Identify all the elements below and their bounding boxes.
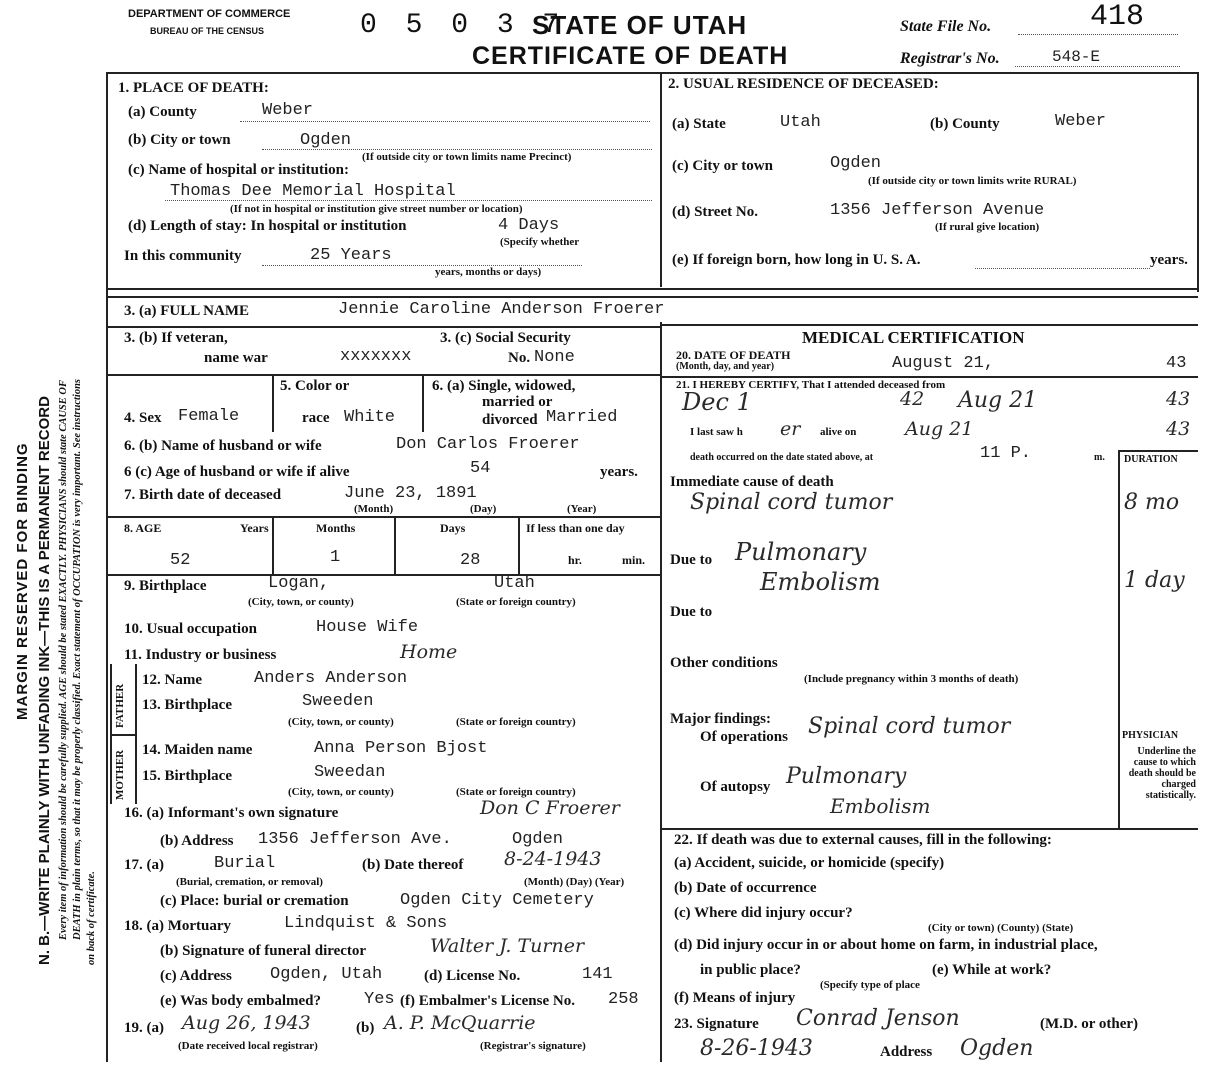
birthplace-state: Utah [494, 574, 535, 593]
license-value: 141 [582, 965, 613, 984]
veteran-value: xxxxxxx [340, 347, 412, 366]
birth-year-note: (Year) [567, 503, 597, 515]
embalmed-label: (e) Was body embalmed? [160, 993, 321, 1009]
frame-duration-top [1118, 450, 1198, 452]
mother-side-label: MOTHER [114, 749, 126, 800]
hospital-line [165, 200, 652, 201]
hospital-label: (c) Name of hospital or institution: [128, 162, 349, 178]
res-city-note: (If outside city or town limits write RURAL) [868, 175, 1077, 187]
birthplace-city: Logan, [268, 574, 330, 593]
due2-label: Due to [670, 604, 713, 620]
physician-heading: PHYSICIAN [1122, 730, 1179, 741]
death-city-note: (If outside city or town limits name Precinct) [362, 151, 572, 163]
department-label: DEPARTMENT OF COMMERCE [128, 8, 291, 20]
state-file-number: 418 [1090, 0, 1145, 34]
res-city: Ogden [830, 154, 882, 173]
other-note: (Include pregnancy within 3 months of death) [804, 673, 1019, 685]
frame-row-1b [106, 296, 1198, 298]
cause-value: Spinal cord tumor [690, 490, 893, 515]
mother-birthplace: Sweedan [314, 763, 386, 782]
registrar-label: Registrar's No. [900, 50, 1000, 67]
informant-address: 1356 Jefferson Ave. [258, 830, 452, 849]
age-months-label: Months [316, 521, 356, 535]
registrar-number: 548-E [1052, 48, 1101, 66]
due1-value-2: Embolism [760, 568, 881, 596]
birthplace-city-note: (City, town, or county) [248, 596, 354, 608]
death-city: Ogden [300, 131, 352, 150]
alive-year: 43 [1166, 418, 1191, 440]
age-days: 28 [460, 551, 481, 570]
external-d2: in public place? [700, 962, 801, 978]
res-foreign-line [975, 268, 1150, 269]
registrar-signature: A. P. McQuarrie [384, 1012, 536, 1034]
margin-instructions-1: Every item of information should be carefully supplied. AGE should be stated EXACTLY. PHYSICIANS should state CAUSE OF [58, 380, 69, 940]
cause-label: Immediate cause of death [670, 474, 834, 490]
state-file-line [1018, 34, 1178, 35]
license-label: (d) License No. [424, 968, 521, 984]
mortuary-value: Lindquist & Sons [284, 914, 448, 933]
autopsy-label: Of autopsy [700, 779, 771, 795]
attend-from-year: 42 [900, 388, 925, 410]
residence-heading: 2. USUAL RESIDENCE OF DECEASED: [668, 76, 939, 92]
res-street: 1356 Jefferson Avenue [830, 201, 1045, 220]
father-name-label: 12. Name [142, 672, 202, 688]
alive-label: alive on [820, 426, 857, 438]
sex-label: 4. Sex [124, 410, 162, 426]
informant-sig-label: 16. (a) Informant's own signature [124, 805, 339, 821]
color-label: 5. Color or [280, 378, 350, 394]
findings-label: Major findings: [670, 711, 771, 727]
sex-value: Female [178, 407, 240, 426]
res-foreign-label: (e) If foreign born, how long in U. S. A. [672, 252, 921, 268]
community-label: In this community [124, 248, 242, 264]
frame-marital-left [422, 374, 424, 432]
frame-med-row1 [660, 376, 1198, 378]
spouse-value: Don Carlos Froerer [396, 435, 580, 454]
physician-signature: Conrad Jenson [796, 1006, 960, 1031]
state-file-label: State File No. [900, 18, 992, 35]
director-label: (b) Signature of funeral director [160, 943, 367, 959]
external-d-note: (Specify type of place [820, 979, 920, 991]
death-time-label: death occurred on the date stated above, at [690, 452, 874, 463]
age-min-label: min. [622, 553, 646, 567]
external-d1: (d) Did injury occur in or about home on farm, in industrial place, [674, 937, 1098, 953]
frame-age-div2 [394, 516, 396, 574]
frame-mid-bottom [660, 322, 662, 1062]
frame-left [106, 72, 108, 1062]
signature-label: 23. Signature [674, 1016, 759, 1032]
full-name: Jennie Caroline Anderson Froerer [338, 300, 665, 319]
frame-row-3 [106, 374, 661, 376]
occupation-label: 10. Usual occupation [124, 621, 257, 637]
marital-value: Married [546, 408, 618, 427]
received-note: (Date received local registrar) [178, 1040, 318, 1052]
age-days-label: Days [440, 521, 466, 535]
veteran-label: 3. (b) If veteran, [124, 330, 228, 346]
frame-age-top [106, 516, 661, 518]
cause-duration: 8 mo [1124, 490, 1180, 515]
industry-value: Home [400, 641, 458, 663]
hospital-name: Thomas Dee Memorial Hospital [170, 182, 456, 201]
death-time: 11 P. [980, 444, 1032, 463]
margin-instructions-3: on back of certificate. [86, 871, 97, 965]
mortuary-address: Ogden, Utah [270, 965, 383, 984]
burial-date: 8-24-1943 [504, 848, 602, 870]
duration-label: DURATION [1124, 454, 1178, 465]
mother-name: Anna Person Bjost [314, 739, 488, 758]
res-state: Utah [780, 113, 821, 132]
birth-date: June 23, 1891 [344, 484, 477, 503]
frame-color-left [272, 374, 274, 432]
frame-age-div3 [518, 516, 520, 574]
res-county: Weber [1055, 112, 1107, 131]
operations-value: Spinal cord tumor [808, 714, 1011, 739]
mortuary-addr-label: (c) Address [160, 968, 232, 984]
external-c: (c) Where did injury occur? [674, 905, 853, 921]
marital-label: 6. (a) Single, widowed, [432, 378, 576, 394]
frame-row-1 [106, 288, 1198, 290]
death-county: Weber [262, 101, 314, 120]
dod-label: 20. DATE OF DEATH [676, 348, 791, 362]
death-county-line [240, 121, 650, 122]
signature-md: (M.D. or other) [1040, 1016, 1139, 1032]
operations-label: Of operations [700, 729, 788, 745]
dod-year: 43 [1166, 354, 1187, 373]
marital-label-2: married or [482, 394, 553, 410]
birth-day-note: (Day) [470, 503, 497, 515]
frame-parents-mid [110, 734, 135, 736]
res-county-label: (b) County [930, 116, 1000, 132]
spouse-age: 54 [470, 459, 491, 478]
informant-signature: Don C Froerer [480, 797, 620, 819]
res-state-label: (a) State [672, 116, 726, 132]
death-time-m: m. [1094, 452, 1105, 463]
mother-birthplace-label: 15. Birthplace [142, 768, 232, 784]
bureau-label: BUREAU OF THE CENSUS [150, 26, 265, 36]
external-a: (a) Accident, suicide, or homicide (specify) [674, 855, 945, 871]
external-heading: 22. If death was due to external causes, fill in the following: [674, 832, 1052, 848]
spouse-label: 6. (b) Name of husband or wife [124, 438, 322, 454]
community-value: 25 Years [310, 246, 392, 265]
autopsy-value: Pulmonary [786, 764, 907, 789]
place-heading: 1. PLACE OF DEATH: [118, 80, 269, 96]
death-city-label: (b) City or town [128, 132, 231, 148]
full-name-label: 3. (a) FULL NAME [124, 303, 249, 319]
other-label: Other conditions [670, 655, 778, 671]
physician-note: Underline the cause to which death should be charged statistically. [1128, 746, 1196, 801]
burial-place: Ogden City Cemetery [400, 891, 594, 910]
signature-address-label: Address [880, 1044, 933, 1060]
informant-address-city: Ogden [512, 830, 564, 849]
received-date: Aug 26, 1943 [182, 1012, 311, 1034]
registrar-sig-note: (Registrar's signature) [480, 1040, 586, 1052]
burial-date-label: (b) Date thereof [362, 857, 464, 873]
burial-note: (Burial, cremation, or removal) [176, 876, 323, 888]
director-signature: Walter J. Turner [430, 935, 585, 957]
external-f: (f) Means of injury [674, 990, 796, 1006]
mortuary-label: 18. (a) Mortuary [124, 918, 232, 934]
res-street-label: (d) Street No. [672, 204, 758, 220]
due1-duration: 1 day [1124, 568, 1185, 593]
frame-row-2 [106, 326, 661, 328]
frame-age-div1 [272, 516, 274, 574]
father-bp-state-note: (State or foreign country) [456, 716, 576, 728]
attend-to-year: 43 [1166, 388, 1191, 410]
lastsaw-label: I last saw h [690, 426, 743, 438]
res-city-label: (c) City or town [672, 158, 773, 174]
res-foreign-years: years. [1150, 252, 1188, 268]
signature-address: Ogden [960, 1036, 1034, 1061]
frame-med-top [660, 324, 1198, 326]
age-lessday-label: If less than one day [526, 521, 625, 535]
father-bp-city-note: (City, town, or county) [288, 716, 394, 728]
informant-addr-label: (b) Address [160, 833, 234, 849]
stay-note: (Specify whether [500, 236, 580, 248]
external-b: (b) Date of occurrence [674, 880, 817, 896]
age-years: 52 [170, 551, 191, 570]
race-label: race [302, 410, 330, 426]
serial-number: 0 5 0 3 7 [360, 10, 566, 41]
age-months: 1 [330, 548, 341, 567]
ss-label: 3. (c) Social Security [440, 330, 571, 346]
birthplace-label: 9. Birthplace [124, 578, 207, 594]
frame-top [106, 72, 1198, 74]
stay-label: (d) Length of stay: In hospital or institution [128, 218, 407, 234]
father-birthplace: Sweeden [302, 692, 374, 711]
marital-label-3: divorced [482, 412, 538, 428]
veteran-war-label: name war [204, 350, 268, 366]
age-label: 8. AGE [124, 521, 162, 535]
hospital-note: (If not in hospital or institution give street number or location) [230, 203, 523, 215]
birth-month-note: (Month) [354, 503, 394, 515]
due1-value: Pulmonary [735, 538, 867, 566]
community-note: years, months or days) [435, 266, 542, 278]
mother-bp-state-note: (State or foreign country) [456, 786, 576, 798]
frame-right [1197, 72, 1199, 292]
embalmer-license: 258 [608, 990, 639, 1009]
attend-label: 21. I HEREBY CERTIFY, That I attended deceased from [676, 379, 946, 391]
ss-value: None [534, 348, 575, 367]
lastsaw-sex: er [780, 418, 801, 440]
attend-from: Dec 1 [682, 388, 752, 416]
external-c-note: (City or town) (County) (State) [928, 922, 1074, 934]
burial-label: 17. (a) [124, 857, 164, 873]
dod-note: (Month, day, and year) [676, 361, 775, 372]
mother-name-label: 14. Maiden name [142, 742, 253, 758]
birth-date-label: 7. Birth date of deceased [124, 487, 282, 503]
received-label: 19. (a) [124, 1020, 164, 1036]
autopsy-value-2: Embolism [830, 794, 931, 818]
birthplace-state-note: (State or foreign country) [456, 596, 576, 608]
spouse-age-label: 6 (c) Age of husband or wife if alive [124, 464, 350, 480]
father-birthplace-label: 13. Birthplace [142, 697, 232, 713]
certificate-title: CERTIFICATE OF DEATH [472, 42, 789, 70]
attend-to: Aug 21 [958, 388, 1038, 413]
frame-parents-right [135, 664, 137, 804]
mother-bp-city-note: (City, town, or county) [288, 786, 394, 798]
embalmer-license-label: (f) Embalmer's License No. [400, 993, 575, 1009]
due1-label: Due to [670, 552, 713, 568]
medical-heading: MEDICAL CERTIFICATION [802, 328, 1025, 347]
age-hr-label: hr. [568, 553, 582, 567]
race-value: White [344, 408, 396, 427]
state-title: STATE OF UTAH [532, 10, 748, 40]
embalmed-value: Yes [364, 990, 395, 1009]
stay-value: 4 Days [498, 216, 560, 235]
death-county-label: (a) County [128, 104, 197, 120]
margin-binding: MARGIN RESERVED FOR BINDING [14, 442, 31, 720]
margin-instructions-2: DEATH in plain terms, so that it may be properly classified. Exact statement of OCCUPATION is very important. See instructions [72, 379, 83, 940]
occupation-value: House Wife [316, 618, 419, 637]
burial-value: Burial [214, 854, 276, 873]
registrar-line [1015, 66, 1180, 67]
father-name: Anders Anderson [254, 669, 408, 688]
burial-place-label: (c) Place: burial or cremation [160, 893, 349, 909]
frame-ext-top [660, 828, 1198, 830]
res-street-note: (If rural give location) [935, 221, 1040, 233]
burial-date-note: (Month) (Day) (Year) [524, 876, 625, 888]
signature-date: 8-26-1943 [700, 1036, 813, 1061]
industry-label: 11. Industry or business [124, 647, 277, 663]
frame-age-bottom [106, 574, 661, 576]
father-side-label: FATHER [114, 683, 126, 728]
dod-value: August 21, [892, 354, 995, 373]
age-years-label: Years [240, 521, 269, 535]
margin-permanent-record: N. B.—WRITE PLAINLY WITH UNFADING INK—THIS IS A PERMANENT RECORD [36, 396, 53, 965]
external-e: (e) While at work? [932, 962, 1052, 978]
spouse-age-unit: years. [600, 464, 638, 480]
registrar-sig-label: (b) [356, 1020, 375, 1036]
alive-date: Aug 21 [905, 418, 974, 440]
frame-mid-top [660, 72, 662, 287]
ss-no-label: No. [508, 350, 531, 366]
